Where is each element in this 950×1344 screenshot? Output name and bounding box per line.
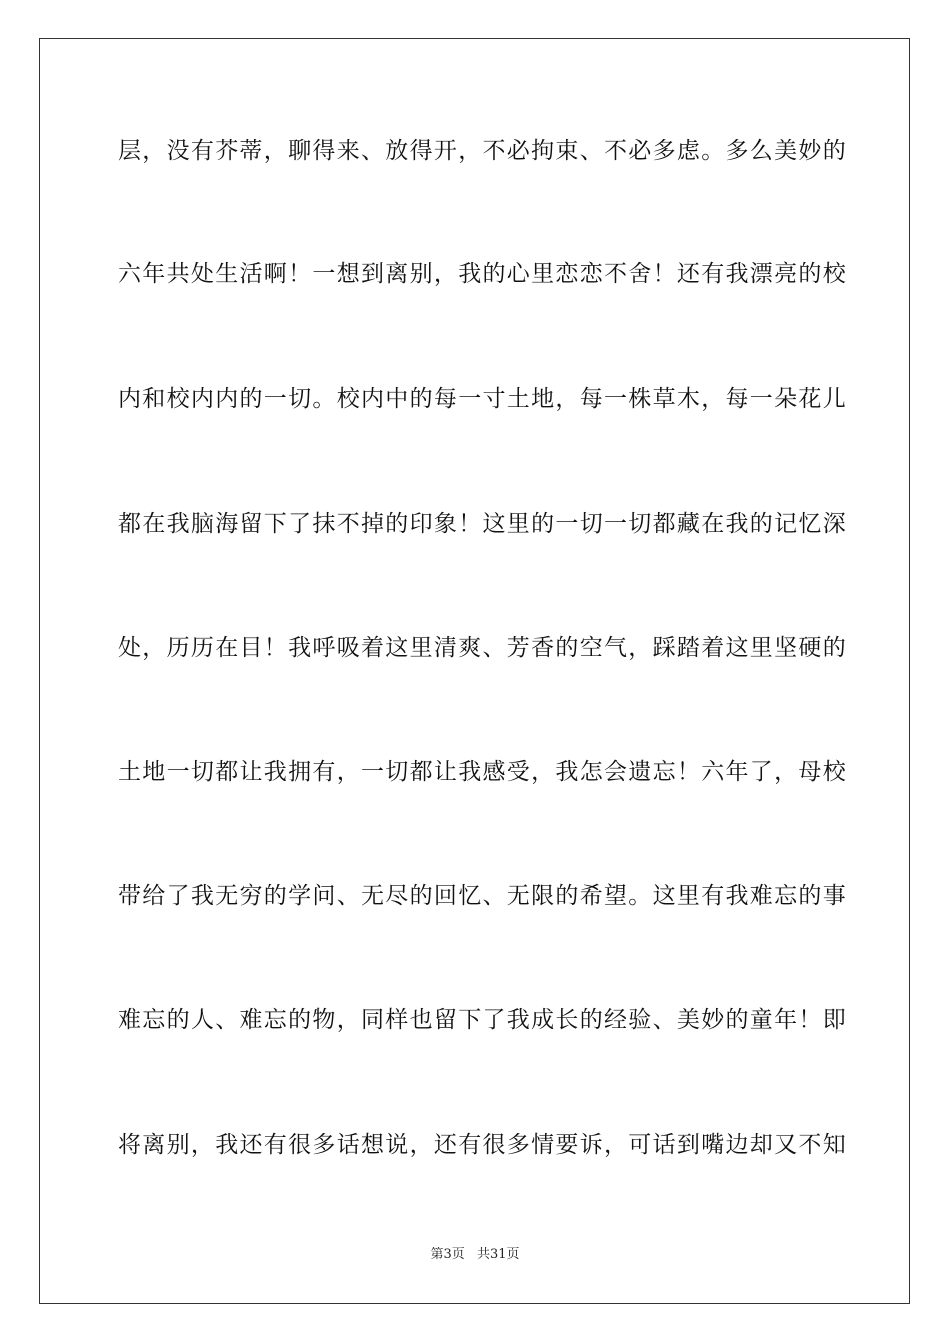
text-line: 内和校内内的一切。校内中的每一寸土地，每一株草木，每一朵花儿 (118, 386, 847, 412)
text-line: 土地一切都让我拥有，一切都让我感受，我怎会遗忘！六年了，母校 (118, 759, 847, 785)
page-footer (0, 1246, 950, 1264)
page-number: 第3页 (430, 1247, 465, 1262)
text-line: 处，历历在目！我呼吸着这里清爽、芳香的空气，踩踏着这里坚硬的 (118, 635, 847, 661)
page-total: 共31页 (476, 1247, 520, 1262)
text-line: 带给了我无穷的学问、无尽的回忆、无限的希望。这里有我难忘的事 (118, 883, 847, 909)
text-line: 难忘的人、难忘的物，同样也留下了我成长的经验、美妙的童年！即 (118, 1007, 847, 1033)
text-line: 将离别，我还有很多话想说，还有很多情要诉，可话到嘴边却又不知 (118, 1132, 847, 1158)
text-line: 都在我脑海留下了抹不掉的印象！这里的一切一切都藏在我的记忆深 (118, 511, 847, 537)
page-frame (39, 38, 910, 1304)
text-line: 六年共处生活啊！一想到离别，我的心里恋恋不舍！还有我漂亮的校 (118, 261, 847, 287)
text-line: 层，没有芥蒂，聊得来、放得开，不必拘束、不必多虑。多么美妙的 (118, 138, 847, 164)
